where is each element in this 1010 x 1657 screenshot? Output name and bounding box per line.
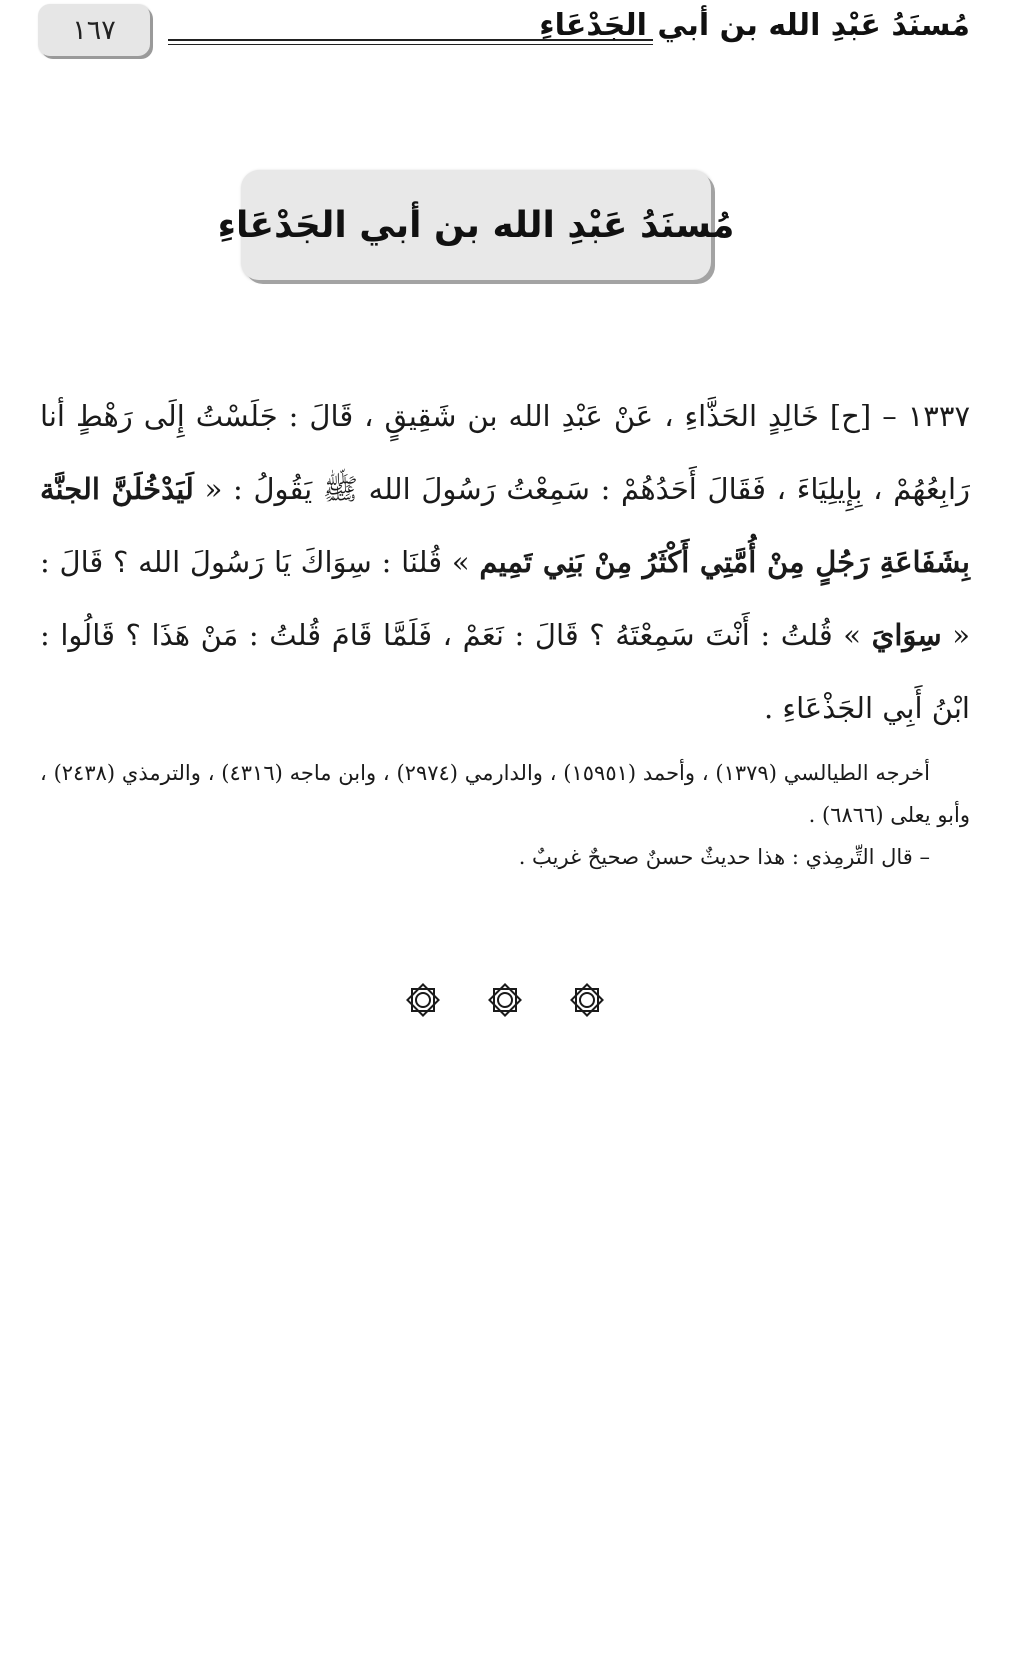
hadith-text-part1: [ح] خَالِدٍ الحَذَّاءِ ، عَنْ عَبْدِ الله بن شَقِيقٍ ، قَالَ : جَلَسْتُ إِلَى رَهْطٍ أنا رَابِعُهُمْ ، بِإِيلِيَاءَ ، فَقَالَ أَحَدُهُمْ : سَمِعْتُ رَسُولَ الله ﷺ يَقُولُ : «	[40, 399, 971, 506]
hadith-text-part3: » قُلتُ : أَنْتَ سَمِعْتَهُ ؟ قَالَ : نَعَمْ ، فَلَمَّا قَامَ قُلتُ : مَنْ هَذَا ؟ قَالُوا : ابْنُ أَبِي الجَذْعَاءِ .	[40, 618, 970, 725]
takhrij-note: أخرجه الطيالسي (١٣٧٩) ، وأحمد (١٥٩٥١) ، والدارمي (٢٩٧٤) ، وابن ماجه (٤٣١٦) ، والترمذي (٢٤٣٨) ، وأبو يعلى (٦٨٦٦) .	[40, 761, 970, 827]
hadith-quote-1: لَيَدْخُلَنَّ الجنَّة بِشَفَاعَةِ رَجُلٍ مِنْ أُمَّتِي أَكْثَرُ مِنْ بَنِي تَمِيم	[40, 472, 970, 579]
eight-point-star-icon	[567, 980, 607, 1020]
eight-point-star-icon	[403, 980, 443, 1020]
header-rule-thin	[168, 44, 653, 45]
page-number: ١٦٧	[72, 14, 116, 46]
section-end-ornaments	[0, 980, 1010, 1030]
page-number-tab	[38, 4, 150, 56]
eight-point-star-icon	[485, 980, 525, 1020]
hadith-text	[40, 380, 970, 745]
hadith-text-part2: » قُلنَا : سِوَاكَ يَا رَسُولَ الله ؟ قَالَ : «	[40, 545, 971, 652]
section-title-box	[217, 170, 735, 280]
running-header	[0, 0, 1010, 70]
running-title: مُسنَدُ عَبْدِ الله بن أبي الجَدْعَاءِ	[539, 8, 970, 43]
section-title: مُسنَدُ عَبْدِ الله بن أبي الجَدْعَاءِ	[217, 204, 735, 246]
hadith-quote-2: سِوَايَ	[871, 618, 942, 652]
hadith-number: ١٣٣٧ –	[882, 399, 971, 433]
footnotes	[40, 752, 970, 878]
tirmidhi-comment: – قال التِّرمِذي : هذا حديثٌ حسنٌ صحيحٌ غريبٌ .	[518, 845, 930, 869]
